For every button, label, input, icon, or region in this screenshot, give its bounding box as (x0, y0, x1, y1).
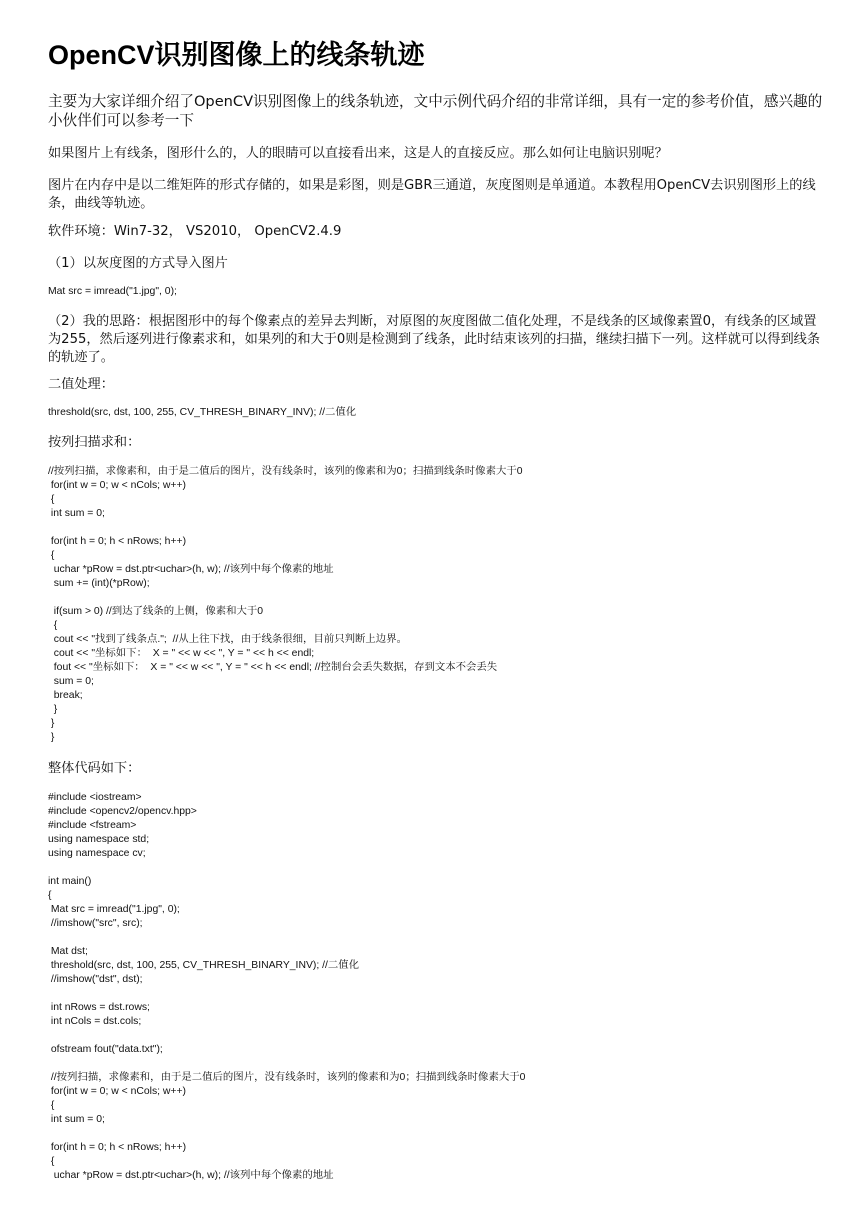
full-code-heading: 整体代码如下： (48, 761, 141, 776)
paragraph-question: 如果图片上有线条，图形什么的，人的眼睛可以直接看出来，这是人的直接反应。那么如何让电脑识别呢？ (48, 146, 668, 161)
paragraph-storage: 图片在内存中是以二维矩阵的形式存储的，如果是彩图，则是GBR三通道，灰度图则是单通道。本教程用OpenCV去识别图形上的线条，曲线等轨迹。 (48, 178, 816, 211)
scan-heading: 按列扫描求和： (48, 435, 141, 450)
intro-summary: 主要为大家详细介绍了OpenCV识别图像上的线条轨迹，文中示例代码介绍的非常详细，具有一定的参考价值，感兴趣的小伙伴们可以参考一下 (48, 93, 823, 129)
step-2-paragraph: （2）我的思路：根据图形中的每个像素点的差异去判断，对原图的灰度图做二值化处理，不是线条的区域像素置0，有线条的区域置为255，然后逐列进行像素求和，如果列的和大于0则是检测到了线条，此时结束该列的扫描，继续扫描下一列。这样就可以得到线条的轨迹了。 (48, 314, 821, 365)
code-block-full: #include <iostream> #include <opencv2/opencv.hpp> #include <fstream> using namespace std; using namespace cv; int main() { Mat src = imread("1.jpg", 0); //imshow("src", src); Mat dst; threshold(src, dst, 100, 255, CV_THRESH_BINARY_INV); //二值化 //imshow("dst", dst); int nRows = dst.rows; int nCols = dst.cols; ofstream fout("data.txt"); //按列扫描，求像素和，由于是二值后的图片，没有线条时，该列的像素和为0；扫描到线条时像素大于0 for(int w = 0; w < nCols; w++) { int sum = 0; for(int h = 0; h < nRows; h++) { uchar *pRow = dst.ptr<uchar>(h, w); //该列中每个像素的地址 (48, 792, 526, 1181)
code-block-threshold: threshold(src, dst, 100, 255, CV_THRESH_BINARY_INV); //二值化 (48, 407, 357, 418)
paragraph-environment: 软件环境：Win7-32， VS2010， OpenCV2.4.9 (48, 224, 342, 239)
page-title: OpenCV识别图像上的线条轨迹 (48, 40, 425, 70)
code-block-imread: Mat src = imread("1.jpg", 0); (48, 286, 177, 297)
binary-heading: 二值处理： (48, 377, 114, 392)
step-1-heading: （1）以灰度图的方式导入图片 (48, 256, 228, 271)
code-block-column-scan: //按列扫描，求像素和，由于是二值后的图片，没有线条时，该列的像素和为0；扫描到线条时像素大于0 for(int w = 0; w < nCols; w++) { int sum = 0; for(int h = 0; h < nRows; h++) { uchar *pRow = dst.ptr<uchar>(h, w); //该列中每个像素的地址 sum += (int)(*pRow); if(sum > 0) //到达了线条的上侧，像素和大于0 { cout << "找到了线条点."; //从上往下找，由于线条很细，目前只判断上边界。 cout << "坐标如下： X = " << w << ", Y = " << h << endl; fout << "坐标如下： X = " << w << ", Y = " << h << endl; //控制台会丢失数据，存到文本不会丢失 sum = 0; break; } } } (48, 466, 523, 743)
